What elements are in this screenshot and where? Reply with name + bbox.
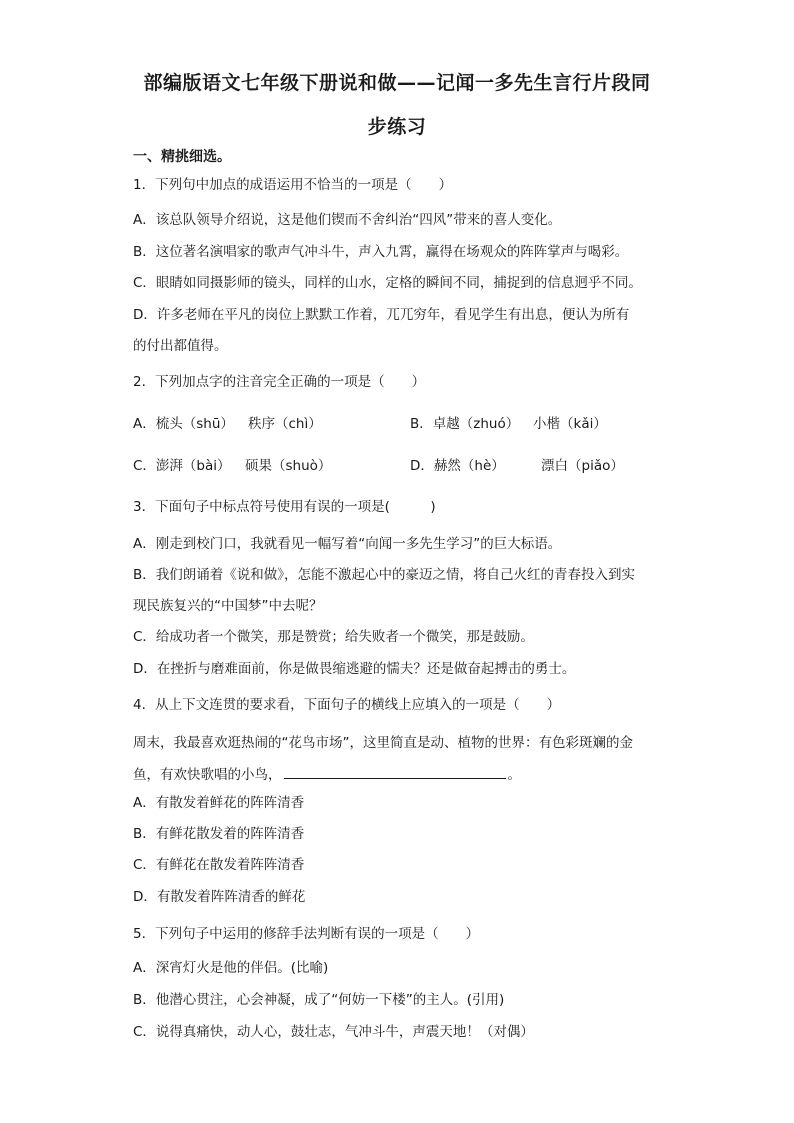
question-1-stem: 1．下列句中加点的成语运用不恰当的一项是（ ） xyxy=(133,177,453,193)
question-1-option-b: B．这位著名演唱家的歌声气冲斗牛，声入九霄，赢得在场观众的阵阵掌声与喝彩。 xyxy=(133,244,629,260)
question-4-option-d: D．有散发着阵阵清香的鲜花 xyxy=(133,889,306,905)
document-title-line2: 步练习 xyxy=(367,116,427,138)
question-3-option-d: D．在挫折与磨难面前，你是做畏缩逃避的懦夫？还是做奋起搏击的勇士。 xyxy=(133,661,576,677)
question-1-option-d-line2: 的付出都值得。 xyxy=(133,338,228,354)
question-1-option-a: A．该总队领导介绍说，这是他们锲而不舍纠治“四风”带来的喜人变化。 xyxy=(133,212,562,228)
question-4-option-b: B．有鲜花散发着的阵阵清香 xyxy=(133,826,305,842)
question-3-option-b-line2: 现民族复兴的“中国梦”中去呢？ xyxy=(133,598,323,614)
document-title-line1: 部编版语文七年级下册说和做——记闻一多先生言行片段同 xyxy=(143,72,651,94)
question-2-option-c-word1: C．澎湃（bài） xyxy=(133,458,231,474)
question-4-option-a: A．有散发着鲜花的阵阵清香 xyxy=(133,795,305,811)
question-1-option-c: C．眼睛如同摄影师的镜头，同样的山水，定格的瞬间不同，捕捉到的信息迥乎不同。 xyxy=(133,275,642,291)
question-4-passage-before-blank: 鱼，有欢快歌唱的小鸟， xyxy=(133,767,282,783)
question-2-option-d-word1: D．赫然（hè） xyxy=(410,458,505,474)
question-4-passage-after-blank: 。 xyxy=(507,767,521,783)
question-2-option-b-word2: 小楷（kǎi） xyxy=(533,416,607,432)
question-2-option-c-word2: 硕果（shuò） xyxy=(245,458,332,474)
question-4-passage-line2 xyxy=(133,764,521,785)
question-2-option-a-word1: A．梳头（shū） xyxy=(133,416,234,432)
question-2-option-d-word2: 漂白（piǎo） xyxy=(541,458,624,474)
question-3-option-a: A．刚走到校门口，我就看见一幅写着“向闻一多先生学习”的巨大标语。 xyxy=(133,536,562,552)
answer-blank xyxy=(284,764,506,779)
question-1-option-d-line1: D．许多老师在平凡的岗位上默默工作着，兀兀穷年，看见学生有出息，便认为所有 xyxy=(133,307,630,323)
question-2-option-b-word1: B．卓越（zhuó） xyxy=(410,416,520,432)
question-3-option-c: C．给成功者一个微笑，那是赞赏；给失败者一个微笑，那是鼓励。 xyxy=(133,629,534,645)
question-4-passage-line1: 周末，我最喜欢逛热闹的“花鸟市场”，这里简直是动、植物的世界：有色彩斑斓的金 xyxy=(133,735,633,751)
question-4-stem: 4．从上下文连贯的要求看，下面句子的横线上应填入的一项是（ ） xyxy=(133,697,561,713)
question-2-stem: 2．下列加点字的注音完全正确的一项是（ ） xyxy=(133,374,426,390)
question-5-option-b: B．他潜心贯注，心会神凝，成了“何妨一下楼”的主人。(引用) xyxy=(133,992,505,1008)
question-5-option-c: C．说得真痛快，动人心，鼓壮志，气冲斗牛，声震天地！（对偶） xyxy=(133,1024,534,1040)
question-3-stem: 3．下面句子中标点符号使用有误的一项是( ) xyxy=(133,499,436,515)
question-2-option-a-word2: 秩序（chì） xyxy=(248,416,322,432)
question-5-stem: 5．下列句子中运用的修辞手法判断有误的一项是（ ） xyxy=(133,926,480,942)
question-5-option-a: A．深宵灯火是他的伴侣。(比喻) xyxy=(133,960,329,976)
question-4-option-c: C．有鲜花在散发着阵阵清香 xyxy=(133,857,305,873)
question-3-option-b-line1: B．我们朗诵着《说和做》，怎能不激起心中的豪迈之情，将自己火红的青春投入到实 xyxy=(133,567,636,583)
section-heading: 一、精挑细选。 xyxy=(133,149,231,165)
